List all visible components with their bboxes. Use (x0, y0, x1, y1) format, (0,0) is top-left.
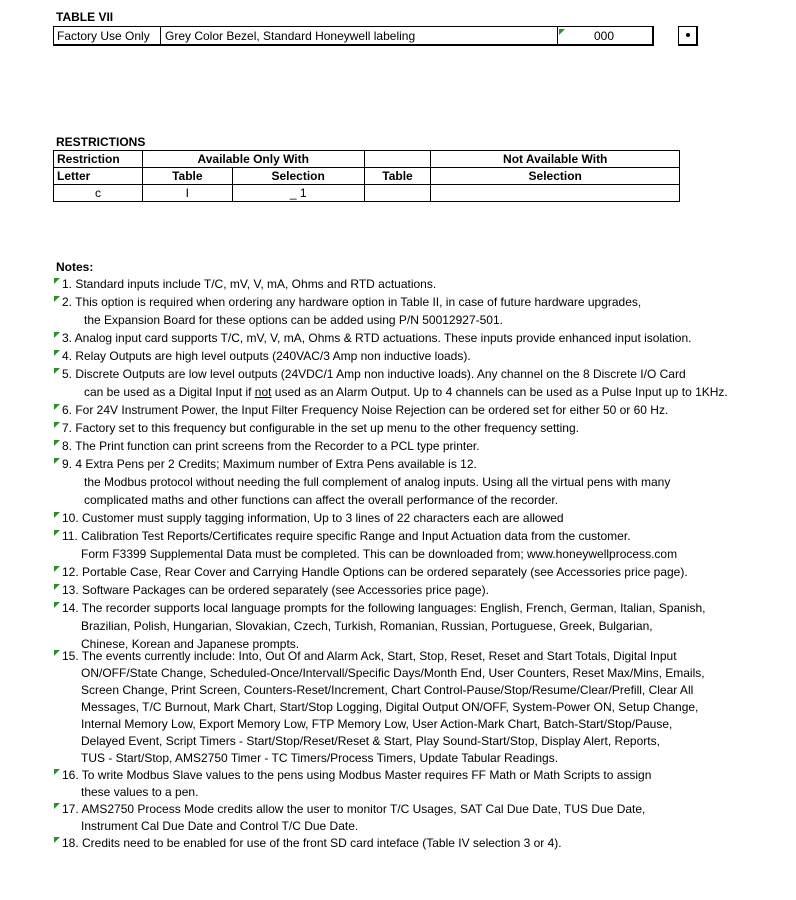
note-line: 2. This option is required when ordering any hardware option in Table II, in case of future hardware upgrades, (62, 295, 642, 309)
col-selection: Selection (431, 168, 680, 185)
note-flag-icon (54, 296, 60, 302)
note-flag-icon (54, 350, 60, 356)
note-flag-icon (54, 512, 60, 518)
note-flag-icon (54, 422, 60, 428)
empty-header-cell (364, 151, 431, 168)
note-line: the Expansion Board for these options can be added using P/N 50012927-501. (84, 313, 503, 327)
table7-divider (557, 27, 558, 44)
note-flag-icon (54, 278, 60, 284)
note-flag-icon (54, 440, 60, 446)
table7-divider (160, 27, 161, 44)
row-empty-cell (431, 185, 680, 202)
note-line: Delayed Event, Script Timers - Start/Stop/Reset/Reset & Start, Play Sound-Start/Stop, Display Alert, Reports, (81, 734, 660, 748)
row-selection: _ 1 (232, 185, 364, 202)
note-flag-icon (54, 584, 60, 590)
note-line: 8. The Print function can print screens from the Recorder to a PCL type printer. (62, 439, 480, 453)
note-line: 15. The events currently include: Into, Out Of and Alarm Ack, Start, Stop, Reset, Reset and Start Totals, Digital Input (62, 649, 677, 663)
not-available-with-header: Not Available With (431, 151, 680, 168)
note-line: 17. AMS2750 Process Mode credits allow the user to monitor T/C Usages, SAT Cal Due Date, TUS Due Date, (62, 802, 646, 816)
note-line: the Modbus protocol without needing the full complement of analog inputs. Using all the virtual pens with many (84, 475, 671, 489)
note-flag-icon (54, 602, 60, 608)
restrictions-table (53, 150, 680, 202)
note-flag-icon (54, 803, 60, 809)
note-line: Screen Change, Print Screen, Counters-Reset/Increment, Chart Control-Pause/Stop/Resume/Clear/Prefill, Clear All (81, 683, 694, 697)
note-line: 11. Calibration Test Reports/Certificates require specific Range and Input Actuation data from the customer. (62, 529, 631, 543)
row-letter: c (54, 185, 143, 202)
note-line: 3. Analog input card supports T/C, mV, V, mA, Ohms & RTD actuations. These inputs provide enhanced input isolation. (62, 331, 692, 345)
note-line: 18. Credits need to be enabled for use of the front SD card inteface (Table IV selection 3 or 4). (62, 836, 562, 850)
note-flag-icon (54, 769, 60, 775)
note-line: 12. Portable Case, Rear Cover and Carrying Handle Options can be ordered separately (see Accessories price page). (62, 565, 688, 579)
notes-heading: Notes: (56, 260, 94, 274)
note-line: ON/OFF/State Change, Scheduled-Once/Intervall/Specific Days/Month End, User Counters, Reset Max/Mins, Emails, (81, 666, 705, 680)
note-line: these values to a pen. (81, 785, 199, 799)
note-line: 4. Relay Outputs are high level outputs (240VAC/3 Amp non inductive loads). (62, 349, 471, 363)
note-flag-icon (54, 332, 60, 338)
note-line: 7. Factory set to this frequency but configurable in the set up menu to the other frequency setting. (62, 421, 579, 435)
note-text: used as an Alarm Output. Up to 4 channels can be used as a Pulse Input up to 1KHz. (271, 385, 728, 399)
col-selection: Selection (232, 168, 364, 185)
note-line: 6. For 24V Instrument Power, the Input Filter Frequency Noise Rejection can be ordered set for either 50 or 60 Hz. (62, 403, 669, 417)
note-line: 16. To write Modbus Slave values to the pens using Modbus Master requires FF Math or Math Scripts to assign (62, 768, 652, 782)
note-line: Chinese, Korean and Japanese prompts. (81, 637, 300, 651)
note-flag-icon (54, 458, 60, 464)
col-restriction: Restriction (54, 151, 143, 168)
note-line: Form F3399 Supplemental Data must be completed. This can be downloaded from; www.honeywellprocess.com (81, 547, 678, 561)
note-line: TUS - Start/Stop, AMS2750 Timer - TC Timers/Process Timers, Update Tabular Readings. (81, 751, 559, 765)
note-line: 10. Customer must supply tagging information, Up to 3 lines of 22 characters each are allowed (62, 511, 564, 525)
note-line: 13. Software Packages can be ordered separately (see Accessories price page). (62, 583, 489, 597)
selection-checkbox[interactable] (678, 26, 698, 46)
note-line: Instrument Cal Due Date and Control T/C Due Date. (81, 819, 359, 833)
bullet-icon (686, 33, 690, 37)
cell-marker-icon (559, 29, 565, 35)
note-text: can be used as a Digital Input if (84, 385, 255, 399)
note-flag-icon (54, 404, 60, 410)
note-line: 1. Standard inputs include T/C, mV, V, mA, Ohms and RTD actuations. (62, 277, 437, 291)
table7-heading: TABLE VII (56, 10, 114, 24)
note-line: Brazilian, Polish, Hungarian, Slovakian, Czech, Turkish, Romanian, Russian, Portuguese, Greek, Bulgarian, (81, 619, 653, 633)
note-emphasis: not (254, 385, 272, 399)
restrictions-heading: RESTRICTIONS (56, 135, 146, 149)
available-only-with-header: Available Only With (142, 151, 364, 168)
note-line (84, 383, 728, 401)
note-flag-icon (54, 650, 60, 656)
col-table: Table (142, 168, 232, 185)
note-flag-icon (54, 566, 60, 572)
table7-label: Factory Use Only (57, 29, 150, 43)
note-line: Internal Memory Low, Export Memory Low, FTP Memory Low, User Action-Mark Chart, Batch-Start/Stop/Pause, (81, 717, 673, 731)
note-flag-icon (54, 368, 60, 374)
note-line: 5. Discrete Outputs are low level outputs (24VDC/1 Amp non inductive loads). Any channel on the 8 Discrete I/O Card (62, 367, 686, 381)
note-line: 9. 4 Extra Pens per 2 Credits; Maximum number of Extra Pens available is 12. (62, 457, 477, 471)
note-line: Messages, T/C Burnout, Mark Chart, Start/Stop Logging, Digital Output ON/OFF, System-Power ON, Setup Change, (81, 700, 699, 714)
table7-description: Grey Color Bezel, Standard Honeywell labeling (165, 29, 416, 43)
col-table: Table (364, 168, 431, 185)
col-letter: Letter (54, 168, 143, 185)
row-empty-cell (364, 185, 431, 202)
table7-code: 000 (594, 29, 615, 43)
row-table: I (142, 185, 232, 202)
table7-row (53, 26, 654, 46)
note-line: complicated maths and other functions can affect the overall performance of the recorder. (84, 493, 559, 507)
note-flag-icon (54, 530, 60, 536)
note-flag-icon (54, 837, 60, 843)
note-line: 14. The recorder supports local language prompts for the following languages: English, French, German, Italian, Spanish, (62, 601, 706, 615)
